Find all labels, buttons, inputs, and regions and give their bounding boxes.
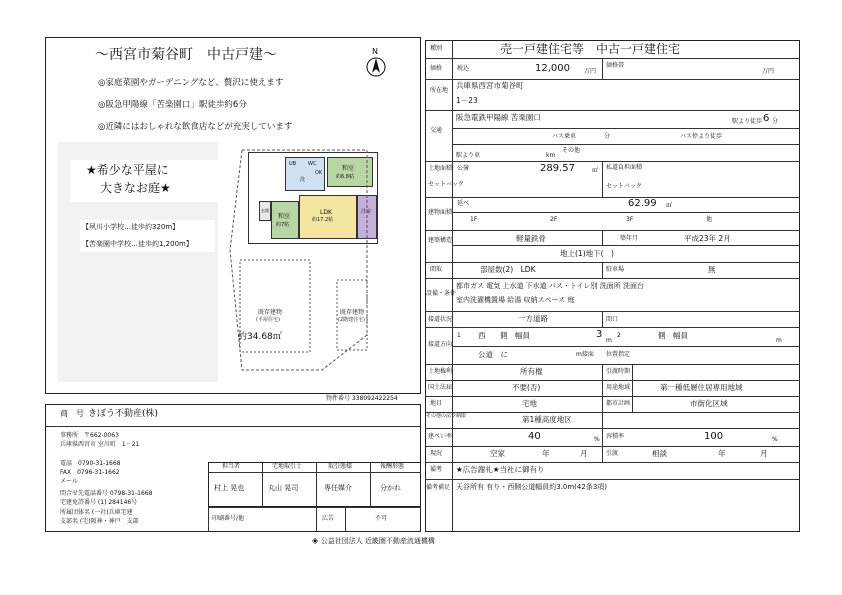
divider <box>316 462 317 507</box>
row-line <box>425 364 800 365</box>
staff-col-4: 報酬形態 <box>380 463 405 470</box>
other-limit-label: その他の法令制限 <box>426 413 467 419</box>
delivery-label: 引渡時期 <box>606 368 631 375</box>
divider <box>370 462 371 507</box>
price-tax: 税込 <box>457 65 470 72</box>
divider <box>602 428 603 462</box>
room-ldk-size: 約17.2帖 <box>312 217 334 223</box>
building-label: 既存建物 <box>258 309 283 316</box>
row-line <box>425 161 800 162</box>
notes-value: ★広告謝礼★当社に御有り <box>456 465 545 474</box>
category-value: 宅地 <box>522 399 537 408</box>
divider <box>345 507 346 532</box>
notes-label: 備考 <box>430 466 443 473</box>
status-label: 現況 <box>430 450 443 457</box>
type-label: 種別 <box>430 45 443 52</box>
setback-2: セットバック <box>606 183 642 190</box>
row-line <box>425 197 800 198</box>
handover-label: 引渡 <box>606 450 619 457</box>
frontage-label: 間口 <box>606 316 619 323</box>
site-plan <box>212 140 382 380</box>
coverage-percent: % <box>594 436 600 443</box>
land-area-label: 土地面積 <box>428 165 453 172</box>
license: 宅建免許番号 (1) 284146号 <box>60 499 138 506</box>
staff-col-2: 宅地取引士 <box>272 463 303 470</box>
mail: メール <box>60 478 78 485</box>
road-side-label-2: 側 幅員 <box>658 331 688 340</box>
transport-line: 阪急電鉄甲陽線 苦楽園口 <box>456 113 541 122</box>
building-label-2: (平屋住宅) <box>256 317 280 323</box>
divider <box>452 144 800 145</box>
divider <box>602 230 603 245</box>
bus-min: 分 <box>604 133 611 140</box>
parking-value: 無 <box>708 265 716 274</box>
structure-value: 軽量鉄骨 <box>516 234 546 243</box>
status-value: 空家 <box>490 449 505 458</box>
row-line <box>425 58 800 59</box>
row-line <box>425 462 800 463</box>
row-line <box>425 446 800 447</box>
building-area-value: 62.99 <box>628 198 657 209</box>
building-area-label: 建物面積 <box>428 209 453 216</box>
bus-label: バス乗車 <box>552 133 577 140</box>
label-ws: 洗 <box>300 177 306 183</box>
fax: FAX 0796-31-1662 <box>60 469 120 476</box>
room-genkan: 玄関 <box>261 208 269 213</box>
company-name: きぼう不動産(株) <box>88 409 159 419</box>
label-ub: UB <box>289 161 297 167</box>
row-line <box>425 428 800 429</box>
divider <box>602 311 603 327</box>
divider <box>602 364 603 428</box>
staff-col-1: 担当者 <box>222 463 241 470</box>
address: 兵庫県西宮市 室川町 1－21 <box>60 441 140 448</box>
floor-other: 他 <box>706 216 713 223</box>
setback: セットバック <box>428 181 464 188</box>
room-wa-size: 約6.8帖 <box>336 174 354 180</box>
divider <box>262 462 263 507</box>
transport-walk: 駅より徒歩 <box>732 118 763 125</box>
floor-2: 2F <box>550 216 558 223</box>
km: km <box>546 152 556 159</box>
divider <box>316 507 317 532</box>
compass <box>365 48 387 78</box>
layout-value: 部屋数(2) LDK <box>480 265 536 274</box>
divider <box>452 212 800 213</box>
price-unit: 万円 <box>584 68 597 75</box>
notes2-label: 備考補足 <box>426 484 451 491</box>
road-width: 3 <box>596 329 603 340</box>
school-1: 【夙川小学校…徒歩約320m】 <box>82 223 180 231</box>
catch-line-2: 大きなお庭★ <box>100 181 171 195</box>
label-wc: WC <box>308 161 317 167</box>
road-dir-value: 西 <box>478 331 486 340</box>
price-range: 価格帯 <box>606 62 625 69</box>
row-line <box>425 327 800 328</box>
built-value: 平成23年 2月 <box>684 234 731 243</box>
other-limit-value: 第1種高度地区 <box>522 415 572 424</box>
divider <box>45 426 421 427</box>
label-column-line <box>452 40 453 532</box>
divider <box>602 161 603 197</box>
building-area-unit: ㎡ <box>666 202 673 209</box>
status-month: 月 <box>580 449 588 458</box>
neighbor-label-2: (2階建住宅) <box>338 317 366 323</box>
zip: 〒662-0063 <box>84 432 119 439</box>
feature-1: ◎家庭菜園やガーデニングなど、贅沢に使えます <box>98 78 284 88</box>
tel: 電話 0790-31-1668 <box>60 460 121 467</box>
land-right-value: 所有権 <box>520 367 543 376</box>
site-area: 約34.68㎡ <box>238 332 282 342</box>
transport-min-unit: 分 <box>772 118 779 125</box>
bus-stop: バス停より徒歩 <box>680 133 723 140</box>
divider <box>208 507 421 508</box>
room-wa2-name: 和室 <box>278 213 291 220</box>
transport-min: 6 <box>763 113 770 124</box>
location-value: 兵庫県西宮市菊谷町 <box>456 81 524 90</box>
headline: 〜西宮市菊谷町 中古戸建〜 <box>95 47 277 63</box>
designation: 位置指定 <box>606 351 631 358</box>
city-plan-label: 都市計画 <box>606 400 631 407</box>
footer-text: 公益社団法人 近畿圏不動産流通機構 <box>320 537 435 545</box>
room-yo-name: 洋室 <box>361 209 372 215</box>
org-logo-icon: ◈ <box>312 536 319 545</box>
private-road: 私道負担面積 <box>606 164 643 171</box>
floor-1: 1F <box>470 216 478 223</box>
land-area-value: 289.57 <box>540 163 575 174</box>
staff-val-4: 分かれ <box>380 484 401 492</box>
ad-label: 広告 <box>322 515 335 522</box>
road-2: 2 <box>617 332 621 339</box>
row-line <box>425 412 800 413</box>
catch-line-1: ★希少な平屋に <box>86 163 169 177</box>
structure-label: 建築構造 <box>428 237 453 244</box>
land-area-unit: ㎡ <box>592 167 599 174</box>
reg-no: 物件番号 338092422254 <box>326 395 398 402</box>
price-unit-2: 万円 <box>762 68 775 75</box>
status-year: 年 <box>542 449 550 458</box>
land-area-kind: 公簿 <box>457 165 470 172</box>
ad-value: 不可 <box>375 515 388 522</box>
road-unit-2: m <box>776 337 782 344</box>
row-line <box>425 396 800 397</box>
divider <box>208 472 421 473</box>
room-wa-name: 和室 <box>342 165 355 172</box>
label-ok: OK <box>315 170 323 176</box>
row-line <box>425 110 800 111</box>
divider <box>452 128 800 129</box>
equip-line-1: 都市ガス 電気 上水道 下水道 バス・トイレ別 洗面所 洗面台 <box>456 282 644 290</box>
divider <box>452 245 800 246</box>
row-line <box>425 311 800 312</box>
location-label: 所在地 <box>430 87 449 94</box>
road-dir-label: 接道方向 <box>428 341 453 348</box>
building-total: 延べ <box>457 200 470 207</box>
row-line <box>425 479 800 480</box>
road-side-label: 側 幅員 <box>500 331 530 340</box>
floors-value: 地上(1)地下( ) <box>560 249 614 258</box>
row-line <box>425 278 800 279</box>
national-label: 国土法届 <box>428 384 453 391</box>
inquiry-tel: 問合せ先電話番号 0798-31-1668 <box>60 490 153 497</box>
far-value: 100 <box>704 431 724 442</box>
floor-3: 3F <box>626 216 634 223</box>
road-label: 接道状況 <box>428 316 453 323</box>
row-line <box>425 262 800 263</box>
city-plan-value: 市街化区域 <box>690 399 728 408</box>
far-label: 容積率 <box>606 433 625 440</box>
handover-month: 月 <box>760 449 768 458</box>
public-road: 公道 に <box>478 350 508 359</box>
national-value: 不要(否) <box>512 383 541 392</box>
road-value: 一方道路 <box>518 314 548 323</box>
category-label: 地目 <box>430 400 443 407</box>
staff-val-3: 専任媒介 <box>324 484 352 492</box>
neighbor-label: 既存建物 <box>340 309 365 316</box>
built-label: 築年月 <box>620 235 639 242</box>
staff-val-1: 村上 晃也 <box>214 484 245 492</box>
price-value: 12,000 <box>535 63 570 74</box>
row-line <box>425 230 800 231</box>
type-value: 売一戸建住宅等 中古一戸建住宅 <box>500 42 681 56</box>
other: その他 <box>562 147 581 154</box>
branch: 支部名 (宅)阪神・神戸 支部 <box>60 518 139 525</box>
footer <box>312 536 435 546</box>
room-wa2-size: 約7帖 <box>276 222 290 228</box>
staff-col-3: 取引態様 <box>328 463 353 470</box>
office-label: 事務所 <box>60 432 79 439</box>
equip-label: 設備・条件 <box>426 290 457 297</box>
trade-label: 商 号 <box>60 409 84 418</box>
school-2: 【苦楽園中学校…徒歩約1,200m】 <box>82 240 193 248</box>
use-label: 用途地域 <box>606 384 631 391</box>
road-dir-1: 1 <box>457 332 461 339</box>
connect: m接面 <box>576 351 594 358</box>
north-arrow-icon <box>365 56 387 78</box>
equip-line-2: 室内洗濯機置場 給湯 収納スペース 庭 <box>456 296 575 304</box>
land-right-label: 土地権利 <box>428 368 453 375</box>
divider <box>602 58 603 79</box>
row-line <box>425 380 800 381</box>
parking-label: 駐車場 <box>606 266 625 273</box>
from-station: 駅より車 <box>456 152 481 159</box>
location-sub: 1－23 <box>456 96 478 105</box>
handover-year: 年 <box>718 449 726 458</box>
memo-label: 印刷番号/他 <box>212 515 245 522</box>
layout-label: 間取 <box>430 266 443 273</box>
far-percent: % <box>772 436 778 443</box>
staff-val-2: 丸山 晃司 <box>268 484 299 492</box>
coverage-label: 建ぺい率 <box>428 433 453 440</box>
handover-value: 相談 <box>652 449 667 458</box>
row-line <box>425 79 800 80</box>
coverage-value: 40 <box>528 431 541 442</box>
assoc: 所属団体名 (一社)兵庫宅建 <box>60 509 133 516</box>
divider <box>208 507 209 532</box>
north-label: N <box>372 47 378 56</box>
notes2-value: 天谷所有 有り・西側公道幅員約3.0m(42条3項) <box>456 483 607 491</box>
room-ldk-name: LDK <box>320 209 332 216</box>
price-label: 価格 <box>430 65 443 72</box>
divider <box>602 262 603 278</box>
feature-3: ◎近隣にはおしゃれな飲食店などが充実しています <box>98 122 293 132</box>
road-unit: m <box>606 337 612 344</box>
divider <box>452 346 800 347</box>
divider <box>632 364 633 412</box>
transport-label: 交通 <box>430 127 443 134</box>
use-value: 第一種低層住居専用地域 <box>660 383 743 392</box>
feature-2: ◎阪急甲陽線「苦楽園口」駅徒歩約6分 <box>98 100 247 110</box>
